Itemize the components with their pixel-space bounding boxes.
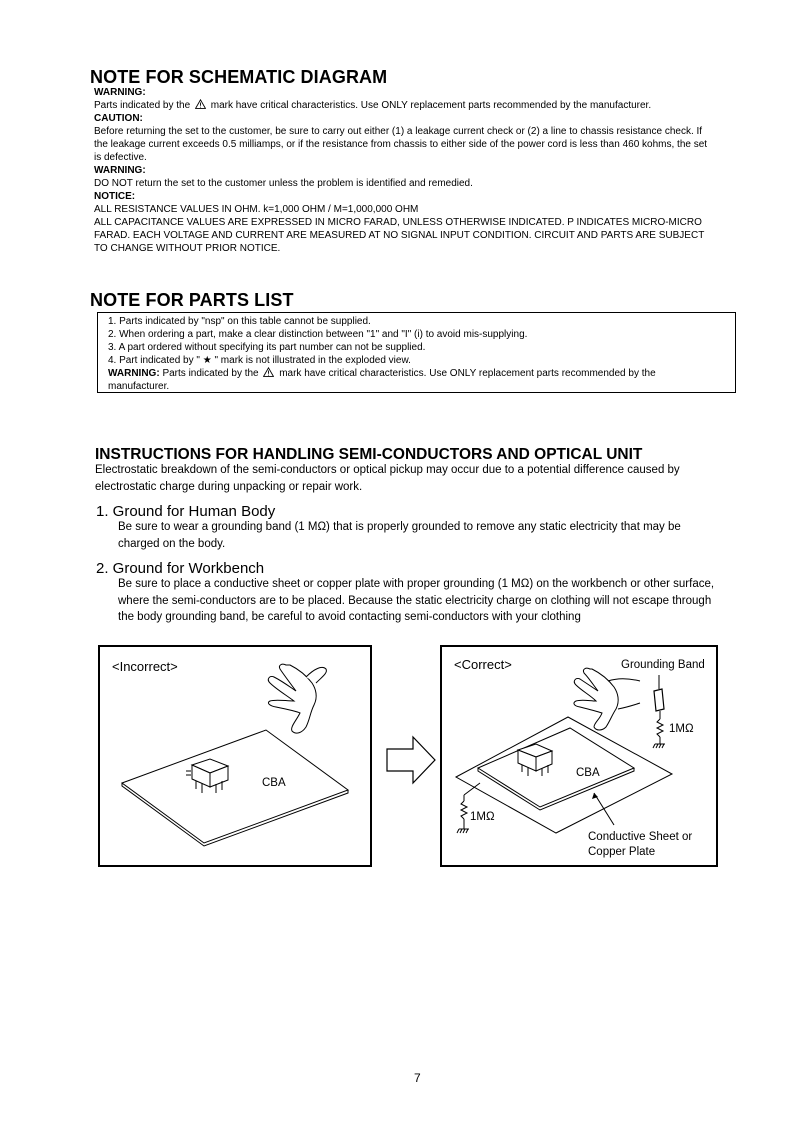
page-number: 7 [414,1071,421,1085]
resistor-bottom-label: 1MΩ [470,811,495,823]
parts-warning-pre: Parts indicated by the [159,368,259,379]
caution-label: CAUTION: [94,113,143,124]
warning-text-pre: Parts indicated by the [94,100,191,111]
step1-body [118,519,758,552]
warning2-text: DO NOT return the set to the customer unless the problem is identified and remedied. [94,178,473,189]
grounding-band-label: Grounding Band [621,659,705,671]
step2-body [118,576,758,626]
notice-line: FARAD. EACH VOLTAGE AND CURRENT ARE MEASURED AT NO SIGNAL INPUT CONDITION. CIRCUIT AND PARTS ARE SUBJECT [94,230,705,241]
parts-list-box [97,312,736,393]
cba-label: CBA [262,777,286,789]
step1-heading: 1. Ground for Human Body [96,503,276,520]
resistor-icon [657,711,663,744]
parts-warning-post: mark have critical characteristics. Use ONLY replacement parts recommended by the [279,368,656,379]
notice-label: NOTICE: [94,191,136,202]
caution-line: is defective. [94,152,147,163]
step1-line: charged on the body. [118,537,226,550]
intro-line: Electrostatic breakdown of the semi-conductors or optical pickup may occur due to a potential difference caused by [95,464,680,476]
warning-label: WARNING: [94,87,146,98]
correct-panel [440,645,718,867]
parts-list-item: 2. When ordering a part, make a clear distinction between "1" and "I" (i) to avoid mis-supplying. [108,329,528,340]
hand-icon [268,664,326,733]
warning-triangle-icon [195,99,206,109]
star-icon: ★ [199,355,215,366]
warning2-label: WARNING: [94,165,146,176]
step2-heading: 2. Ground for Workbench [96,560,265,577]
conductive-sheet-label [588,830,692,860]
notice-line: TO CHANGE WITHOUT PRIOR NOTICE. [94,243,281,254]
incorrect-label: <Incorrect> [112,659,178,674]
parts-list-warning-line2: manufacturer. [108,381,170,392]
parts-list-item [108,354,725,367]
parts-list-warning [108,367,725,380]
caution-line: the leakage current exceeds 0.5 milliamps, or if the resistance from chassis to either side of the power cord is less than 460 kohms, the set [94,139,708,150]
warning-triangle-icon [263,367,274,377]
step2-line: the body grounding band, be careful to avoid contacting semi-conductors with your clothing [118,611,581,623]
warning-text-post: mark have critical characteristics. Use ONLY replacement parts recommended by the manufacturer. [210,100,652,111]
sheet-label-line1: Conductive Sheet or [588,831,693,843]
step1-line: Be sure to wear a grounding band (1 MΩ) that is properly grounded to remove any static electricity that may be [118,521,681,533]
ground-symbol-icon [457,829,469,833]
right-arrow-icon [385,735,437,785]
notice-line: ALL RESISTANCE VALUES IN OHM. k=1,000 OHM / M=1,000,000 OHM [94,204,419,215]
schematic-notes [94,86,754,255]
resistor-top-label: 1MΩ [669,723,694,735]
grounding-band-icon [654,675,664,711]
incorrect-panel [98,645,372,867]
sheet-label-line2: Copper Plate [588,846,656,858]
hand-icon [574,668,640,730]
cba-label: CBA [576,767,600,779]
parts-warning-label: WARNING: [108,368,160,379]
parts-list-item: 3. A part ordered without specifying its part number can not be supplied. [108,342,426,353]
semiconductors-title: INSTRUCTIONS FOR HANDLING SEMI-CONDUCTORS AND OPTICAL UNIT [95,446,643,463]
schematic-title: NOTE FOR SCHEMATIC DIAGRAM [90,67,388,87]
correct-label: <Correct> [454,657,512,672]
caution-line: Before returning the set to the customer, be sure to carry out either (1) a leakage current check or (2) a line to chassis resistance check. If [94,126,703,137]
step2-line: where the semi-conductors are to be placed. Because the static electricity charge on clothing will not escape through [118,594,712,607]
warning-text [94,99,754,112]
parts-list-item: 1. Parts indicated by "nsp" on this table cannot be supplied. [108,316,371,327]
incorrect-illustration [100,647,370,865]
semiconductors-intro [95,462,755,495]
intro-line: electrostatic charge during unpacking or repair work. [95,480,363,493]
item4-pre: 4. Part indicated by " [108,355,200,366]
ground-symbol-icon [653,744,665,748]
parts-list-title: NOTE FOR PARTS LIST [90,290,294,310]
notice-line: ALL CAPACITANCE VALUES ARE EXPRESSED IN MICRO FARAD, UNLESS OTHERWISE INDICATED. P INDICATES MICRO-MICRO [94,217,702,228]
step2-line: Be sure to place a conductive sheet or copper plate with proper grounding (1 MΩ) on the workbench or other surface, [118,578,715,590]
item4-post: " mark is not illustrated in the exploded view. [214,355,411,366]
